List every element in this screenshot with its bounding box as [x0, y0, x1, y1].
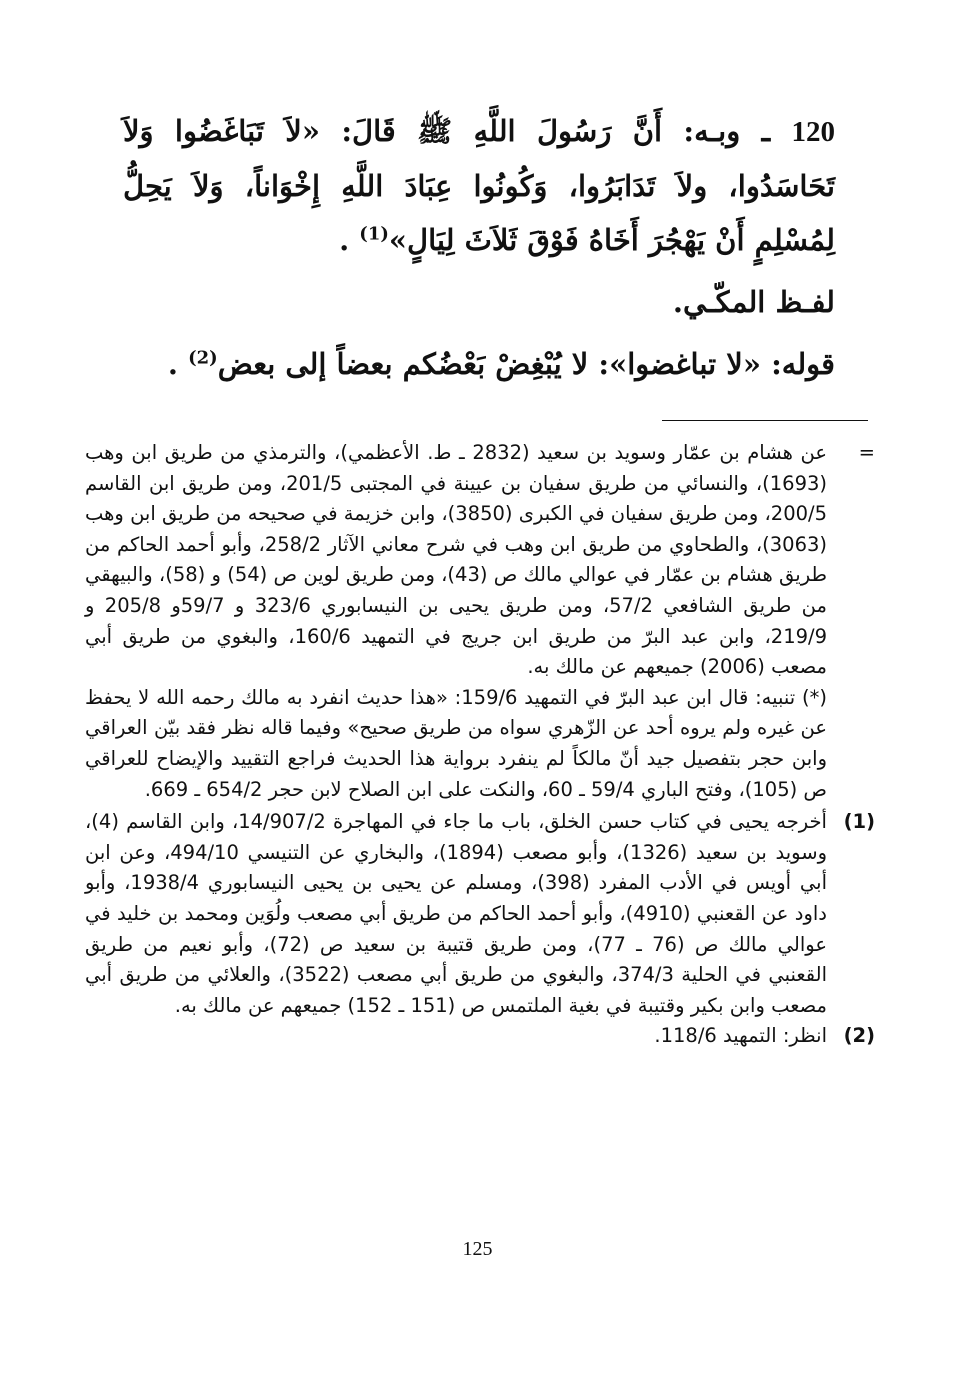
footnote-1 [85, 807, 875, 1021]
footnote-2 [85, 1021, 875, 1052]
tanbih-text: (*) تنبيه: قال ابن عبد البرّ في التمهيد 159/6: «هذا حديث انفرد به مالك رحمه الله لا يحفظ عن غيره ولم يروه أحد عن الزّهري سواه من طريق صحيح» وفيما قاله نظر فقد بيّن العراقي وابن حجر بتفصيل جيد أنّ مالكاً لم ينفرد برواية هذا الحديث فراجع التقييد والإيضاح للعراقي ص (105)، وفتح الباري 59/4 ـ 60، والنكت على ابن الصلاح لابن حجر 654/2 ـ 669. [85, 685, 827, 801]
hadith-paragraph [123, 104, 835, 267]
footnote-continuation [85, 438, 875, 683]
lafz-text: لفـظ المكّـي. [672, 285, 835, 319]
footnote-separator [662, 420, 868, 421]
footnote-2-mark: (2) [843, 1024, 875, 1048]
tanbih-note [85, 683, 875, 805]
page-number: 125 [462, 1238, 493, 1260]
footnote-1-text: أخرجه يحيى في كتاب حسن الخلق، باب ما جاء في المهاجرة 14/907/2، وابن القاسم (4)، وسويد بن سعيد (1326)، وأبو مصعب (1894)، والبخاري عن التنيسي 494/10، وعن ابن أبي أويس في الأدب المفرد (398)، ومسلم عن يحيى بن يحيى النيسابوري 1938/4، وأبو داود عن القعنبي (4910)، وأبو أحمد الحاكم من طريق أبي مصعب ولُوَين ومحمد بن خليد في عوالي مالك ص (76 ـ 77)، ومن طريق قتيبة بن سعيد ص (72)، وأبو نعيم من طريق القعنبي في الحلية 374/3، والبغوي من طريق أبي مصعب (3522)، والعلائي من طريق أبي مصعب وابن بكير وقتيبة في بغية الملتمس ص (151 ـ 152) جميعهم عن مالك به. [85, 810, 827, 1017]
footnote-ref-1[interactable]: (1) [359, 223, 389, 245]
hadith-end: . [339, 223, 350, 257]
lafz-line [123, 275, 835, 329]
footnote-2-text: انظر: التمهيد 118/6. [654, 1024, 827, 1048]
footnotes-block [85, 438, 875, 1052]
continuation-mark: = [858, 441, 875, 464]
qawluhu-paragraph [123, 337, 835, 391]
main-text-block [123, 104, 835, 391]
continuation-text: عن هشام بن عمّار وسويد بن سعيد (2832 ـ ط. الأعظمي)، والترمذي من طريق ابن وهب (1693)، والنسائي من طريق سفيان بن عيينة في المجتبى 201/5، ومن طريق ابن القاسم 200/5، ومن طريق سفيان في الكبرى (3850)، وابن خزيمة في صحيحه من طريق ابن وهب (3063)، والطحاوي من طريق ابن وهب في شرح معاني الآثار 258/2، وأبو أحمد الحاكم من طريق هشام بن عمّار في عوالي مالك ص (43)، ومن طريق لوين ص (54) و (58)، والبيهقي من طريق الشافعي 57/2، ومن طريق يحيى بن النيسابوري 323/6 و 59/7و 205/8 و 219/9، وابن عبد البرّ من طريق ابن جريج في التمهيد 160/6، والبغوي من طريق أبي مصعب (2006) جميعهم عن مالك به. [85, 441, 828, 679]
hadith-number: 120 [791, 116, 835, 148]
footnote-ref-2[interactable]: (2) [188, 347, 218, 369]
qawluhu-text: قوله: «لا تباغضوا»: لا يُبْغِضْ بَعْضُكم بعضاً إلى بعض [217, 347, 835, 381]
qawluhu-end: . [167, 347, 178, 381]
footnote-1-mark: (1) [843, 810, 875, 834]
hadith-text: ـ وبـه: أَنَّ رَسُولَ اللَّهِ ﷺ قَالَ: «لاَ تَبَاغَضُوا وَلاَ تَحَاسَدُوا، ولاَ تَدَابَرُوا، وَكُونُوا عِبَادَ اللَّهِ إِخْوَاناً، وَلاَ يَحِلُّ لِمُسْلِمٍ أَنْ يَهْجُرَ أَخَاهُ فَوْقَ ثَلاَثَ لِيَالٍ» [123, 114, 835, 257]
